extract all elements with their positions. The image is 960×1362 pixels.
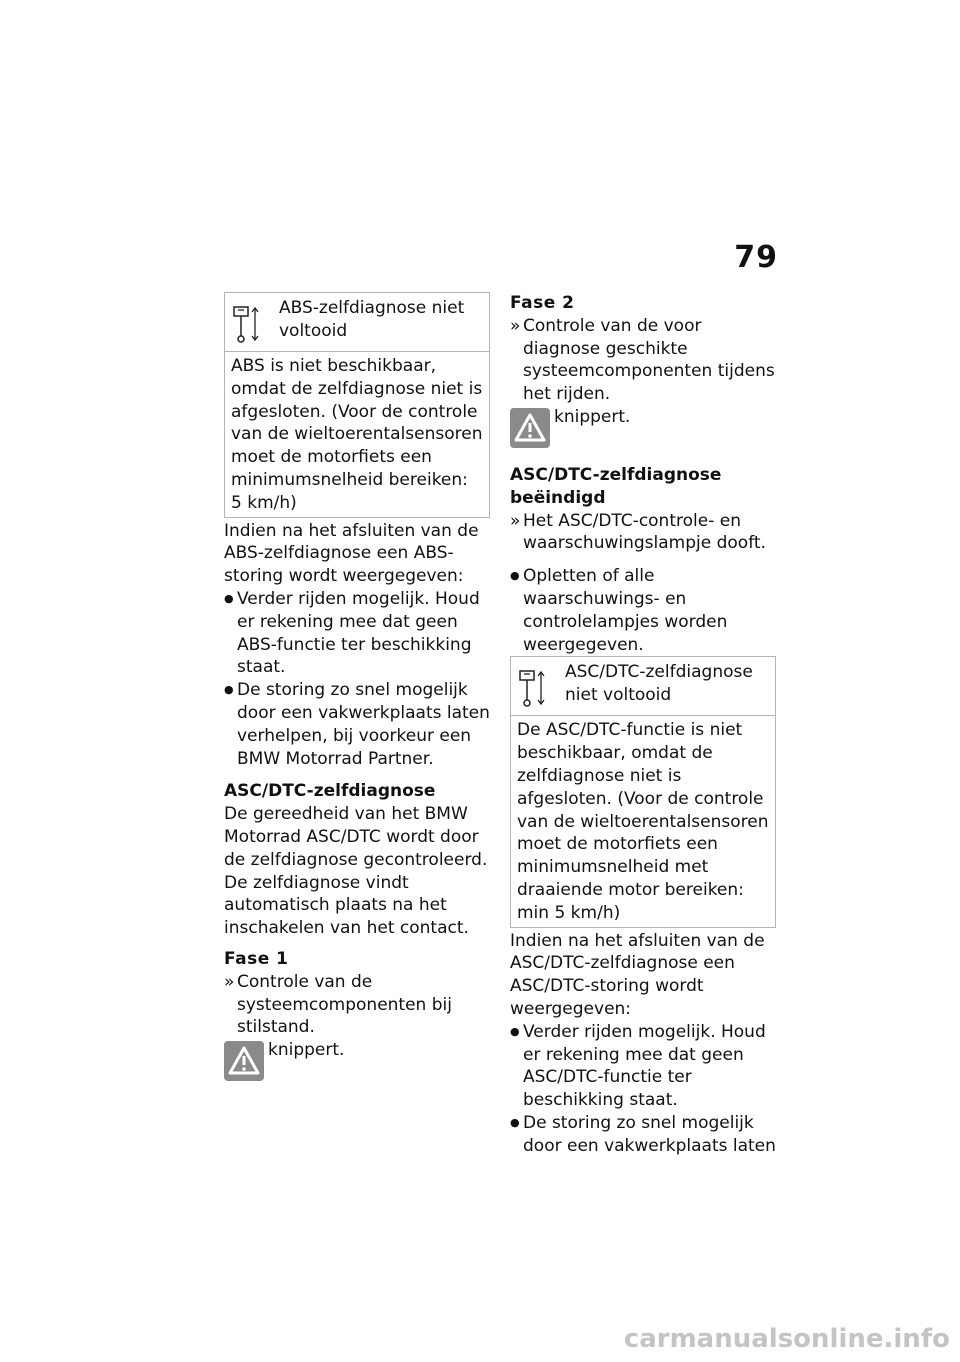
watermark: carmanualsonline.info — [623, 1324, 950, 1354]
phase1-action: » Controle van de systeemcomponenten bij stilstand. — [224, 971, 490, 1039]
pointer-gauge-icon — [231, 303, 265, 345]
asc-notice-body: De ASC/DTC-functie is niet beschikbaar, omdat de zelfdiagnose niet is afgesloten. (Voor de controle van de wieltoerentalsensoren moet de motorfiets een minimumsnelheid met draaiende motor bereiken: min 5 km/h) — [517, 720, 769, 923]
right-column — [510, 292, 776, 1158]
abs-intro-text: Indien na het afsluiten van de ABS-zelfdiagnose een ABS-storing wordt weergegeven: — [224, 520, 479, 587]
done-action: » Het ASC/DTC-controle- en waarschuwingslampje dooft. — [510, 510, 776, 556]
asc-notice-header — [511, 657, 775, 716]
phase2-indicator — [510, 406, 776, 454]
asc-description: De gereedheid van het BMW Motorrad ASC/DTC wordt door de zelfdiagnose gecontroleerd. De zelfdiagnose vindt automatisch plaats na het inschakelen van het contact. — [224, 804, 488, 939]
spacer — [510, 555, 776, 565]
phase1-heading: Fase 1 — [224, 948, 289, 969]
phase2-action: » Controle van de voor diagnose geschikte systeemcomponenten tijdens het rijden. — [510, 315, 776, 406]
phase2-flash-text: knippert. — [554, 406, 631, 427]
abs-bullet-1: ● Verder rijden mogelijk. Houd er rekening mee dat geen ABS-functie ter beschikking staat. — [224, 588, 490, 679]
left-column — [224, 292, 490, 1087]
pointer-gauge-icon — [517, 667, 551, 709]
asc-bullet-1: ● Verder rijden mogelijk. Houd er rekening mee dat geen ASC/DTC-functie ter beschikking staat. — [510, 1021, 776, 1112]
page-number: 79 — [734, 240, 778, 275]
asc-heading: ASC/DTC-zelfdiagnose — [224, 781, 436, 802]
abs-notice-header — [225, 293, 489, 352]
done-bullet: ● Opletten of alle waarschuwings- en controlelampjes worden weergegeven. — [510, 565, 776, 656]
asc-intro-text: Indien na het afsluiten van de ASC/DTC-zelfdiagnose een ASC/DTC-storing wordt weergegeven: — [510, 930, 765, 1019]
asc-notice-title: ASC/DTC-zelfdiagnose niet voltooid — [565, 662, 753, 706]
asc-bullet-2: ● De storing zo snel mogelijk door een vakwerkplaats laten — [510, 1112, 776, 1158]
warning-triangle-icon — [510, 408, 550, 448]
asc-notice-box — [510, 656, 776, 927]
warning-triangle-icon — [224, 1041, 264, 1081]
abs-notice-title: ABS-zelfdiagnose niet voltooid — [279, 298, 465, 341]
phase1-flash-text: knippert. — [268, 1040, 345, 1061]
abs-bullet-2: ● De storing zo snel mogelijk door een vakwerkplaats laten verhelpen, bij voorkeur een BMW Motorrad Partner. — [224, 679, 490, 770]
phase1-indicator — [224, 1039, 490, 1087]
phase2-heading: Fase 2 — [510, 293, 575, 313]
abs-notice-body: ABS is niet beschikbaar, omdat de zelfdiagnose niet is afgesloten. (Voor de controle van de wieltoerentalsensoren moet de motorfiets een minimumsnelheid bereiken: 5 km/h) — [231, 356, 483, 513]
abs-notice-box — [224, 292, 490, 518]
done-heading: ASC/DTC-zelfdiagnose beëindigd — [510, 464, 722, 508]
